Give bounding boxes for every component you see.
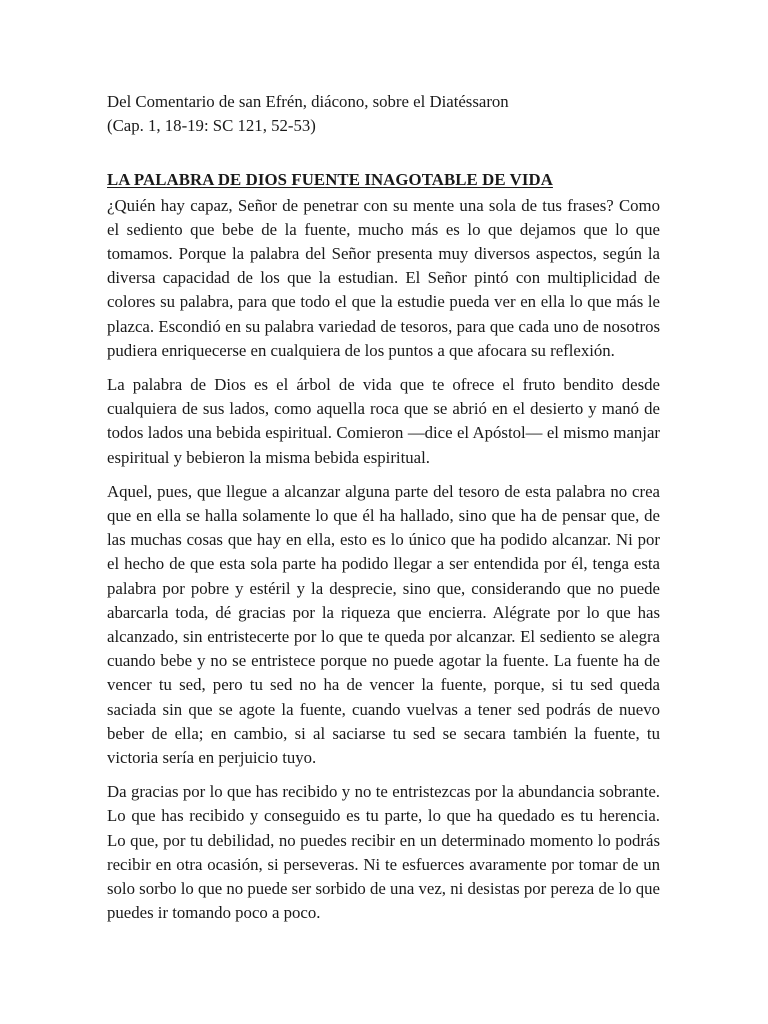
paragraph-1: ¿Quién hay capaz, Señor de penetrar con su mente una sola de tus frases? Como el sediento que bebe de la fuente, mucho más es lo que dejamos que lo que tomamos. Porque la palabra del Señor presenta muy diversos aspectos, según la diversa capacidad de los que la estudian. El Señor pintó con multiplicidad de colores su palabra, para que todo el que la estudie pueda ver en ella lo que más le plazca. Escondió en su palabra variedad de tesoros, para que cada uno de nosotros pudiera enriquecerse en cualquiera de los puntos a que afocara su reflexión. — [107, 195, 660, 360]
source-reference: (Cap. 1, 18-19: SC 121, 52-53) — [107, 116, 316, 136]
section-heading: LA PALABRA DE DIOS FUENTE INAGOTABLE DE VIDA — [107, 170, 553, 190]
source-citation — [107, 90, 660, 138]
paragraph-4: Da gracias por lo que has recibido y no te entristezcas por la abundancia sobrante. Lo que has recibido y conseguido es tu parte, lo que ha quedado es tu herencia. Lo que, por tu debilidad, no puedes recibir en un determinado momento lo podrás recibir en otra ocasión, si perseveras. Ni te esfuerces avaramente por tomar de un solo sorbo lo que no puede ser sorbido de una vez, ni desistas por pereza de lo que puedes ir tomando poco a poco. — [107, 782, 660, 923]
document-page — [107, 90, 660, 936]
paragraph-3: Aquel, pues, que llegue a alcanzar alguna parte del tesoro de esta palabra no crea que en ella se halla solamente lo que él ha hallado, sino que ha de pensar que, de las muchas cosas que hay en ella, esto es lo único que ha podido alcanzar. Ni por el hecho de que esta sola parte ha podido llegar a ser entendida por él, tenga esta palabra por pobre y estéril y la desprecie, sino que, considerando que no puede abarcarla toda, dé gracias por la riqueza que encierra. Alégrate por lo que has alcanzado, sin entristecerte por lo que te queda por alcanzar. El sediento se alegra cuando bebe y no se entristece porque no puede agotar la fuente. La fuente ha de vencer tu sed, pero tu sed no ha de vencer la fuente, porque, si tu sed queda saciada sin que se agote la fuente, cuando vuelvas a tener sed podrás de nuevo beber de ella; en cambio, si al saciarse tu sed se secara también la fuente, tu victoria sería en perjuicio tuyo. — [107, 481, 660, 768]
paragraph-2: La palabra de Dios es el árbol de vida que te ofrece el fruto bendito desde cualquiera de sus lados, como aquella roca que se abrió en el desierto y manó de todos lados una bebida espiritual. Comieron —dice el Apóstol— el mismo manjar espiritual y bebieron la misma bebida espiritual. — [107, 375, 660, 467]
source-title: Del Comentario de san Efrén, diácono, sobre el Diatéssaron — [107, 92, 509, 111]
